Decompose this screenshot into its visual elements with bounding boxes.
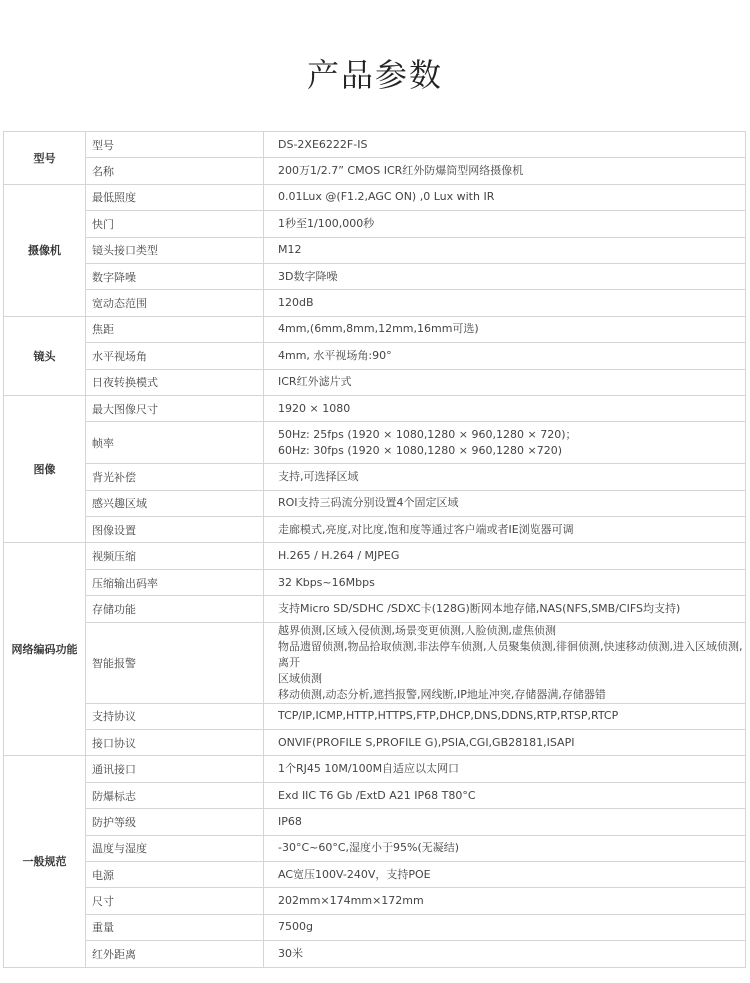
param-label: 电源 bbox=[86, 861, 264, 887]
param-label: 图像设置 bbox=[86, 517, 264, 543]
param-value bbox=[264, 263, 746, 289]
param-value-line: 1920 × 1080 bbox=[278, 401, 351, 415]
table-row bbox=[4, 835, 746, 861]
param-label: 智能报警 bbox=[86, 622, 264, 703]
param-label: 镜头接口类型 bbox=[86, 237, 264, 263]
table-row bbox=[4, 622, 746, 703]
param-value bbox=[264, 211, 746, 237]
category-cell: 型号 bbox=[4, 132, 86, 185]
table-row bbox=[4, 809, 746, 835]
param-value bbox=[264, 464, 746, 490]
param-label: 最低照度 bbox=[86, 184, 264, 210]
param-value-line: 支持,可选择区域 bbox=[278, 469, 359, 483]
table-row bbox=[4, 596, 746, 622]
param-label: 通讯接口 bbox=[86, 756, 264, 782]
param-value bbox=[264, 369, 746, 395]
param-value-line: 60Hz: 30fps (1920 × 1080,1280 × 960,1280 ×720) bbox=[278, 443, 563, 457]
param-value-line: DS-2XE6222F-IS bbox=[278, 137, 368, 151]
table-row bbox=[4, 888, 746, 914]
param-value-line: 32 Kbps~16Mbps bbox=[278, 575, 375, 589]
param-label: 视频压缩 bbox=[86, 543, 264, 569]
param-label: 型号 bbox=[86, 132, 264, 158]
param-value bbox=[264, 596, 746, 622]
param-value bbox=[264, 703, 746, 729]
param-value-line: ROI支持三码流分别设置4个固定区域 bbox=[278, 496, 459, 510]
param-value bbox=[264, 132, 746, 158]
param-label: 重量 bbox=[86, 914, 264, 940]
table-row bbox=[4, 343, 746, 369]
param-label: 红外距离 bbox=[86, 941, 264, 967]
param-value-line: 4mm,(6mm,8mm,12mm,16mm可选) bbox=[278, 322, 479, 336]
param-value bbox=[264, 914, 746, 940]
param-value bbox=[264, 237, 746, 263]
param-value bbox=[264, 835, 746, 861]
param-value bbox=[264, 158, 746, 184]
param-value-line: 越界侦测,区域入侵侦测,场景变更侦测,人脸侦测,虚焦侦测 bbox=[278, 623, 556, 637]
param-value-line: 120dB bbox=[278, 296, 314, 310]
table-row bbox=[4, 914, 746, 940]
param-value-line: M12 bbox=[278, 243, 302, 257]
table-row bbox=[4, 861, 746, 887]
param-label: 防爆标志 bbox=[86, 782, 264, 808]
table-row bbox=[4, 941, 746, 967]
param-label: 日夜转换模式 bbox=[86, 369, 264, 395]
param-value-line: 202mm×174mm×172mm bbox=[278, 894, 424, 908]
page-title: 产品参数 bbox=[306, 56, 443, 94]
param-label: 支持协议 bbox=[86, 703, 264, 729]
table-row bbox=[4, 184, 746, 210]
table-row bbox=[4, 290, 746, 316]
param-label: 水平视场角 bbox=[86, 343, 264, 369]
param-value-line: 区域侦测 bbox=[278, 671, 322, 685]
category-cell: 镜头 bbox=[4, 316, 86, 395]
category-cell: 摄像机 bbox=[4, 184, 86, 316]
param-label: 防护等级 bbox=[86, 809, 264, 835]
param-value bbox=[264, 490, 746, 516]
table-row bbox=[4, 464, 746, 490]
table-row bbox=[4, 730, 746, 756]
param-label: 帧率 bbox=[86, 422, 264, 464]
param-value-line: Exd IIC T6 Gb /ExtD A21 IP68 T80°C bbox=[278, 788, 476, 802]
param-value-line: 50Hz: 25fps (1920 × 1080,1280 × 960,1280 × 720)； bbox=[278, 427, 577, 441]
param-value bbox=[264, 782, 746, 808]
param-value-line: TCP/IP,ICMP,HTTP,HTTPS,FTP,DHCP,DNS,DDNS,RTP,RTSP,RTCP bbox=[278, 709, 619, 723]
param-value bbox=[264, 290, 746, 316]
table-row bbox=[4, 490, 746, 516]
param-value-line: 7500g bbox=[278, 920, 313, 934]
param-value bbox=[264, 543, 746, 569]
param-value-line: 1个RJ45 10M/100M自适应以太网口 bbox=[278, 762, 460, 776]
param-value bbox=[264, 517, 746, 543]
table-row bbox=[4, 703, 746, 729]
param-label: 名称 bbox=[86, 158, 264, 184]
table-row bbox=[4, 543, 746, 569]
param-label: 压缩输出码率 bbox=[86, 569, 264, 595]
param-value bbox=[264, 861, 746, 887]
param-label: 最大图像尺寸 bbox=[86, 395, 264, 421]
param-value-line: IP68 bbox=[278, 814, 302, 828]
param-value-line: ONVIF(PROFILE S,PROFILE G),PSIA,CGI,GB28181,ISAPI bbox=[278, 735, 575, 749]
param-value bbox=[264, 569, 746, 595]
param-value bbox=[264, 809, 746, 835]
param-value-line: -30°C~60°C,湿度小于95%(无凝结) bbox=[278, 841, 460, 855]
param-value-line: 移动侦测,动态分析,遮挡报警,网线断,IP地址冲突,存储器满,存储器错 bbox=[278, 687, 606, 701]
table-row bbox=[4, 569, 746, 595]
param-label: 尺寸 bbox=[86, 888, 264, 914]
table-row bbox=[4, 316, 746, 342]
table-row bbox=[4, 517, 746, 543]
param-value-line: 200万1/2.7” CMOS ICR红外防爆筒型网络摄像机 bbox=[278, 164, 524, 178]
category-cell: 网络编码功能 bbox=[4, 543, 86, 756]
spec-table bbox=[3, 131, 746, 968]
param-value-line: 支持Micro SD/SDHC /SDXC卡(128G)断网本地存储,NAS(NFS,SMB/CIFS均支持) bbox=[278, 601, 681, 615]
param-label: 背光补偿 bbox=[86, 464, 264, 490]
param-value-line: 走廊模式,亮度,对比度,饱和度等通过客户端或者IE浏览器可调 bbox=[278, 522, 574, 536]
category-cell: 图像 bbox=[4, 395, 86, 543]
param-value bbox=[264, 888, 746, 914]
table-row bbox=[4, 422, 746, 464]
param-value bbox=[264, 756, 746, 782]
param-value bbox=[264, 395, 746, 421]
spec-table-body bbox=[4, 132, 746, 968]
param-label: 接口协议 bbox=[86, 730, 264, 756]
table-row bbox=[4, 132, 746, 158]
param-value-line: 1秒至1/100,000秒 bbox=[278, 216, 375, 230]
param-value-line: AC宽压100V-240V，支持POE bbox=[278, 867, 431, 881]
table-row bbox=[4, 369, 746, 395]
param-value bbox=[264, 622, 746, 703]
param-value-line: 物品遗留侦测,物品拾取侦测,非法停车侦测,人员聚集侦测,徘徊侦测,快速移动侦测,进入区域侦测,离开 bbox=[278, 639, 743, 669]
param-value-line: H.265 / H.264 / MJPEG bbox=[278, 549, 400, 563]
param-value bbox=[264, 730, 746, 756]
param-label: 数字降噪 bbox=[86, 263, 264, 289]
param-value-line: 3D数字降噪 bbox=[278, 269, 338, 283]
param-value-line: ICR红外滤片式 bbox=[278, 375, 352, 389]
param-label: 存储功能 bbox=[86, 596, 264, 622]
table-row bbox=[4, 211, 746, 237]
param-value-line: 30米 bbox=[278, 946, 303, 960]
param-value bbox=[264, 316, 746, 342]
table-row bbox=[4, 782, 746, 808]
table-row bbox=[4, 158, 746, 184]
param-label: 宽动态范围 bbox=[86, 290, 264, 316]
table-row bbox=[4, 237, 746, 263]
table-row bbox=[4, 395, 746, 421]
param-value bbox=[264, 422, 746, 464]
param-label: 焦距 bbox=[86, 316, 264, 342]
table-row bbox=[4, 263, 746, 289]
param-value-line: 4mm, 水平视场角:90° bbox=[278, 348, 392, 362]
param-value bbox=[264, 184, 746, 210]
category-cell: 一般规范 bbox=[4, 756, 86, 967]
param-value bbox=[264, 941, 746, 967]
param-label: 快门 bbox=[86, 211, 264, 237]
param-label: 感兴趣区域 bbox=[86, 490, 264, 516]
table-row bbox=[4, 756, 746, 782]
param-value-line: 0.01Lux @(F1.2,AGC ON) ,0 Lux with IR bbox=[278, 190, 495, 204]
param-label: 温度与湿度 bbox=[86, 835, 264, 861]
param-value bbox=[264, 343, 746, 369]
